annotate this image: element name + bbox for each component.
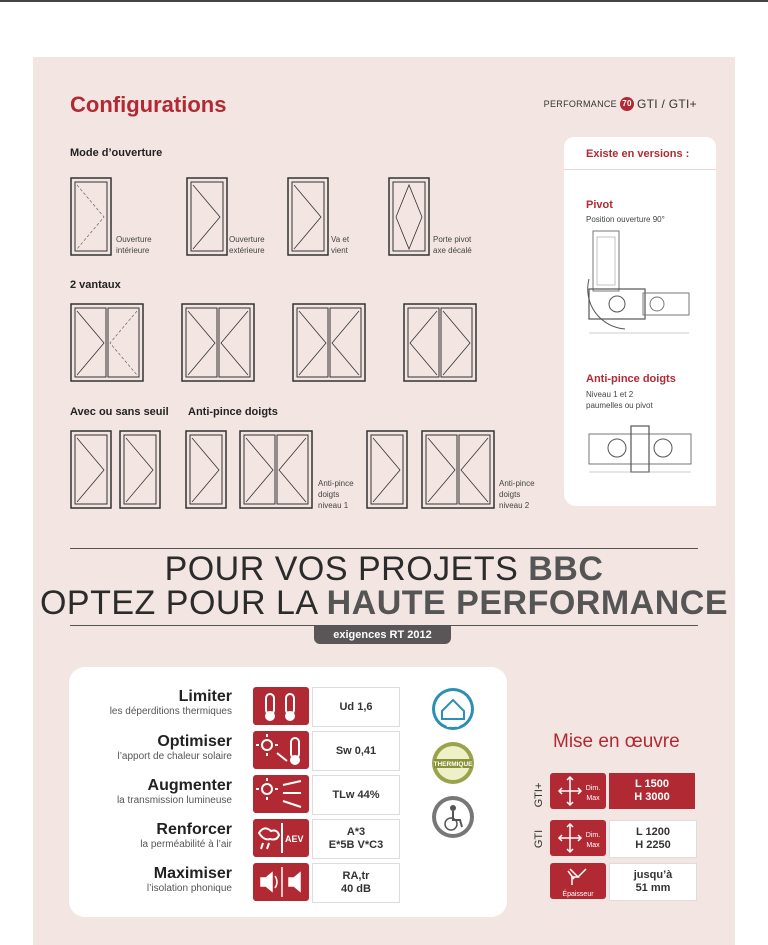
sun-thermometer-icon xyxy=(253,731,309,769)
caption-interieure: Ouverture intérieure xyxy=(116,235,152,255)
feature-sub: l’apport de chaleur solaire xyxy=(117,751,232,762)
feature-value: RA,tr 40 dB xyxy=(312,863,400,903)
aev-text: AEV xyxy=(285,834,304,844)
bbc-logo-text: BBC xyxy=(446,723,460,729)
feature-value: TLw 44% xyxy=(312,775,400,815)
feature-row-5 xyxy=(33,865,232,894)
window-icon-pivot xyxy=(388,177,430,256)
headline-rule-top xyxy=(70,548,698,549)
gti-dimensions: L 1200 H 2250 xyxy=(609,820,697,858)
thermometer-icon xyxy=(253,687,309,725)
section-title-antipince: Anti-pince doigts xyxy=(188,406,278,418)
double-window-icon-3 xyxy=(292,303,366,382)
feature-label: Optimiser xyxy=(157,733,232,750)
thermique-logo-icon xyxy=(431,741,475,785)
gtiplus-label: GTI+ xyxy=(533,782,545,808)
dimension-max-icon xyxy=(550,820,606,856)
feature-sub: les déperditions thermiques xyxy=(109,706,232,717)
window-icon-antipince-2 xyxy=(366,430,408,509)
window-icon-exterieure xyxy=(186,177,228,256)
feature-sub: l’isolation phonique xyxy=(146,883,232,894)
brochure-page xyxy=(33,57,735,945)
feature-label: Augmenter xyxy=(147,777,232,794)
anti-title: Anti-pince doigts xyxy=(586,373,676,385)
feature-label: Limiter xyxy=(178,688,232,705)
caption-antipince-n2: Anti-pince doigts niveau 2 xyxy=(499,479,535,510)
feature-sub: la transmission lumineuse xyxy=(116,795,232,806)
double-window-icon-1 xyxy=(70,303,144,382)
anti-section-drawing xyxy=(585,420,695,480)
headline-line2: OPTEZ POUR LA HAUTE PERFORMANCE xyxy=(39,584,729,622)
max-text: Max xyxy=(586,842,600,849)
caption-pivot: Porte pivot axe décalé xyxy=(433,235,472,255)
model-names: GTI / GTI+ xyxy=(636,97,697,111)
caption-va-et-vient: Va et vient xyxy=(331,235,350,255)
feature-label: Maximiser xyxy=(153,865,232,882)
double-window-icon-2 xyxy=(181,303,255,382)
performance-badge: 70 xyxy=(620,97,634,111)
rt2012-tag: exigences RT 2012 xyxy=(314,626,451,644)
section-title-ouverture: Mode d’ouverture xyxy=(70,147,163,159)
feature-value: A*3 E*5B V*C3 xyxy=(312,819,400,859)
performance-label xyxy=(544,97,697,111)
window-icon-seuil-2 xyxy=(119,430,161,509)
headline-line1: POUR VOS PROJETS BBC xyxy=(164,550,604,588)
max-text: Max xyxy=(586,795,600,802)
feature-row-4 xyxy=(33,821,232,850)
section-title-seuil: Avec ou sans seuil xyxy=(70,406,169,418)
section-title-vantaux: 2 vantaux xyxy=(70,279,121,291)
thermique-logo-text: THERMIQUE xyxy=(433,761,473,768)
epaisseur-value: jusqu’à 51 mm xyxy=(609,863,697,901)
dim-text: Dim. xyxy=(585,785,601,792)
gtiplus-dimensions: L 1500 H 3000 xyxy=(609,773,695,809)
feature-row-2 xyxy=(33,733,232,762)
epaisseur-icon xyxy=(550,863,606,899)
versions-heading: Existe en versions : xyxy=(586,148,690,160)
feature-label: Renforcer xyxy=(156,821,232,838)
double-window-icon-4 xyxy=(403,303,477,382)
double-window-icon-antipince-2 xyxy=(421,430,495,509)
window-icon-va-et-vient xyxy=(287,177,329,256)
gti-label: GTI xyxy=(533,829,545,849)
accessibility-logo-icon xyxy=(431,795,475,839)
speaker-icon xyxy=(253,863,309,901)
top-rule xyxy=(0,0,768,2)
feature-value: Sw 0,41 xyxy=(312,731,400,771)
feature-sub: la perméabilité à l’air xyxy=(140,839,232,850)
dim-text: Dim. xyxy=(585,832,601,839)
dimension-max-icon xyxy=(550,773,606,809)
window-icon-interieure xyxy=(70,177,112,256)
epaisseur-text: Épaisseur xyxy=(562,891,594,898)
feature-row-1 xyxy=(33,688,232,717)
pivot-desc: Position ouverture 90° xyxy=(586,215,665,224)
feature-value: Ud 1,6 xyxy=(312,687,400,727)
window-icon-antipince-1 xyxy=(185,430,227,509)
versions-divider xyxy=(564,169,716,170)
bbc-logo-icon xyxy=(431,687,475,731)
aev-icon xyxy=(253,819,309,857)
caption-exterieure: Ouverture extérieure xyxy=(229,235,265,255)
caption-antipince-n1: Anti-pince doigts niveau 1 xyxy=(318,479,354,510)
window-icon-seuil-1 xyxy=(70,430,112,509)
performance-text: PERFORMANCE xyxy=(543,99,617,109)
anti-desc: Niveau 1 et 2 paumelles ou pivot xyxy=(586,390,653,410)
sun-light-icon xyxy=(253,775,309,813)
pivot-title: Pivot xyxy=(586,199,613,211)
feature-row-3 xyxy=(33,777,232,806)
mise-en-oeuvre-title: Mise en œuvre xyxy=(553,731,680,752)
pivot-section-drawing xyxy=(585,229,695,341)
page-title: Configurations xyxy=(70,92,227,117)
double-window-icon-antipince-1 xyxy=(239,430,313,509)
